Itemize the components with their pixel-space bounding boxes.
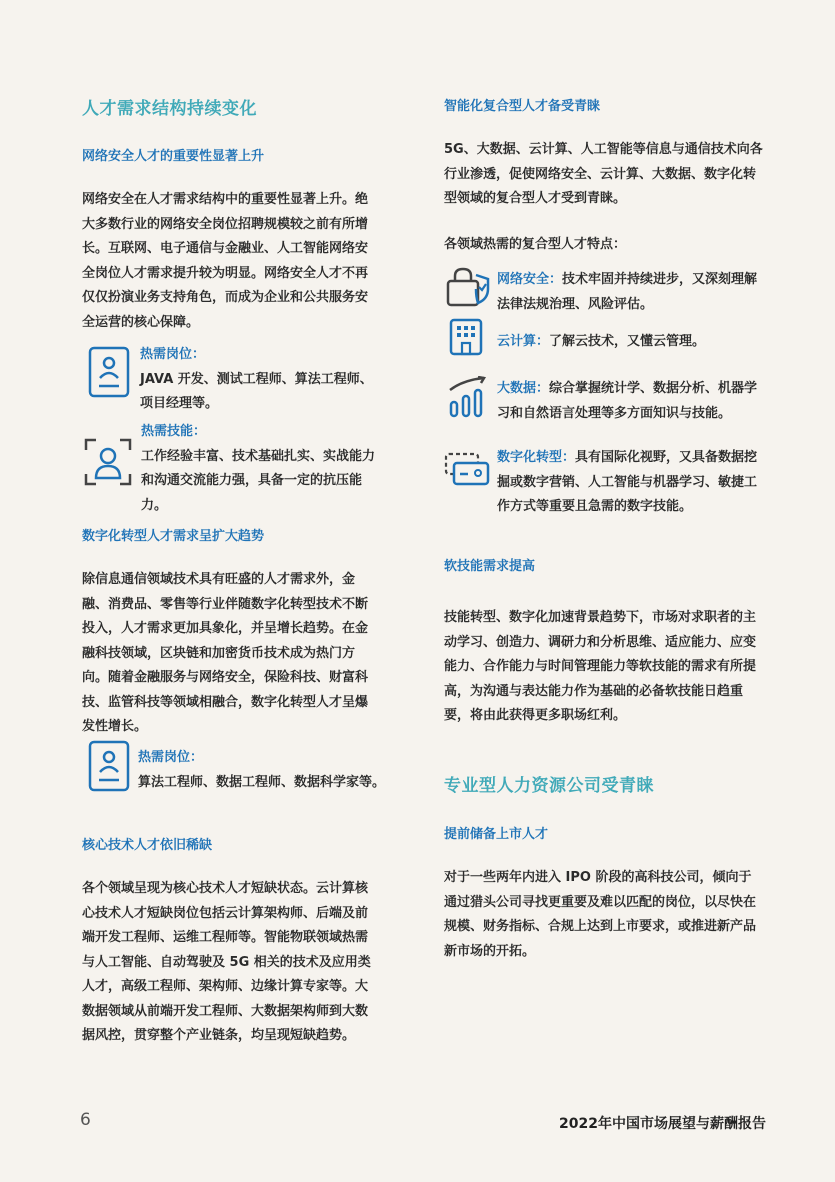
section-title-hr-companies: 专业型人力资源公司受青睐 [444, 776, 654, 796]
item-label: 数字化转型： [497, 450, 576, 465]
bar-chart-icon [447, 376, 487, 418]
hot-jobs-block-2 [138, 746, 388, 795]
hot-jobs-text: 算法工程师、数据工程师、数据科学家等。 [138, 774, 386, 790]
item-label: 云计算： [497, 334, 550, 349]
hot-skills-text: 工作经验丰富、技术基础扎实、实战能力和沟通交流能力强，具备一定的抗压能力。 [141, 448, 376, 513]
section-title-talent-demand: 人才需求结构持续变化 [82, 99, 257, 119]
item-label: 大数据： [497, 381, 550, 396]
hot-jobs-label: 热需岗位： [140, 347, 206, 362]
hot-jobs-text: JAVA 开发、测试工程师、算法工程师、项目经理等。 [140, 371, 373, 411]
page-number: 6 [80, 1110, 91, 1130]
item-text: 技术牢固并持续进步，又深刻理解法律法规治理、风险评估。 [497, 272, 758, 312]
item-big-data [497, 377, 762, 426]
subtitle-soft-skills: 软技能需求提高 [444, 559, 536, 574]
paragraph-ipo-talent: 对于一些两年内进入 IPO 阶段的高科技公司，倾向于通过猎头公司寻找更重要及难以匹配的岗位，以尽快在规模、财务指标、合规上达到上市要求，或推进新产品新市场的开拓。 [444, 870, 757, 959]
building-icon [449, 318, 483, 356]
paragraph-core-tech: 各个领域呈现为核心技术人才短缺状态。云计算核心技术人才短缺岗位包括云计算架构师、后端及前端开发工程师、运维工程师等。智能物联领域热需与人工智能、自动驾驶及 5G 相关的技术及应用类人才，高级工程师、架构师、边缘计算专家等。大数据领域从前端开发工程师、大数据架构师到大数据风控，贯穿整个产业链条，均呈现短缺趋势。 [82, 881, 371, 1043]
report-title: 2022年中国市场展望与薪酬报告 [559, 1116, 766, 1132]
subtitle-cybersecurity: 网络安全人才的重要性显著上升 [82, 149, 265, 164]
paragraph-digital-transformation: 除信息通信领域技术具有旺盛的人才需求外，金融、消费品、零售等行业伴随数字化转型技术不断投入，人才需求更加具象化，并呈增长趋势。在金融科技领域，区块链和加密货币技术成为热门方向。随着金融服务与网络安全，保险科技、财富科技、监管科技等领域相融合，数字化转型人才呈爆发性增长。 [82, 572, 369, 734]
item-text: 具有国际化视野，又具备数据挖掘或数字营销、人工智能与机器学习、敏捷工作方式等重要且急需的数字技能。 [497, 450, 758, 514]
subtitle-composite-talent: 智能化复合型人才备受青睐 [444, 99, 601, 114]
subtitle-ipo-talent: 提前储备上市人才 [444, 827, 549, 842]
paragraph-soft-skills: 技能转型、数字化加速背景趋势下，市场对求职者的主动学习、创造力、调研力和分析思维、适应能力、应变能力、合作能力与时间管理能力等软技能的需求有所提高，为沟通与表达能力作为基础的必备软技能日趋重要，将由此获得更多职场红利。 [444, 610, 757, 723]
lock-icon [446, 267, 490, 307]
paragraph-cybersecurity: 网络安全在人才需求结构中的重要性显著上升。绝大多数行业的网络安全岗位招聘规模较之前有所增长。互联网、电子通信与金融业、人工智能网络安全岗位人才需求提升较为明显。网络安全人才不再仅仅扮演业务支持角色，而成为企业和公共服务安全运营的核心保障。 [82, 192, 369, 330]
id-card-icon [88, 740, 130, 792]
item-cloud [497, 330, 762, 355]
subtitle-digital-transformation: 数字化转型人才需求呈扩大趋势 [82, 529, 265, 544]
item-label: 网络安全： [497, 272, 563, 287]
paragraph-composite-talent: 5G、大数据、云计算、人工智能等信息与通信技术向各行业渗透，促使网络安全、云计算、大数据、数字化转型领域的复合型人才受到青睐。 [444, 142, 763, 206]
subtitle-core-tech: 核心技术人才依旧稀缺 [82, 838, 213, 853]
hot-jobs-label: 热需岗位： [138, 750, 204, 765]
hot-jobs-block-1 [140, 343, 380, 417]
id-card-icon [88, 346, 130, 398]
item-text: 综合掌握统计学、数据分析、机器学习和自然语言处理等多方面知识与技能。 [497, 381, 758, 421]
composite-intro: 各领域热需的复合型人才特点： [444, 237, 627, 252]
item-digital-transformation [497, 446, 762, 520]
item-text: 了解云技术，又懂云管理。 [549, 334, 706, 349]
focus-person-icon [84, 438, 132, 486]
item-cybersecurity [497, 268, 762, 317]
cards-icon [444, 452, 490, 486]
hot-skills-label: 热需技能： [141, 424, 207, 439]
hot-skills-block [141, 420, 376, 518]
